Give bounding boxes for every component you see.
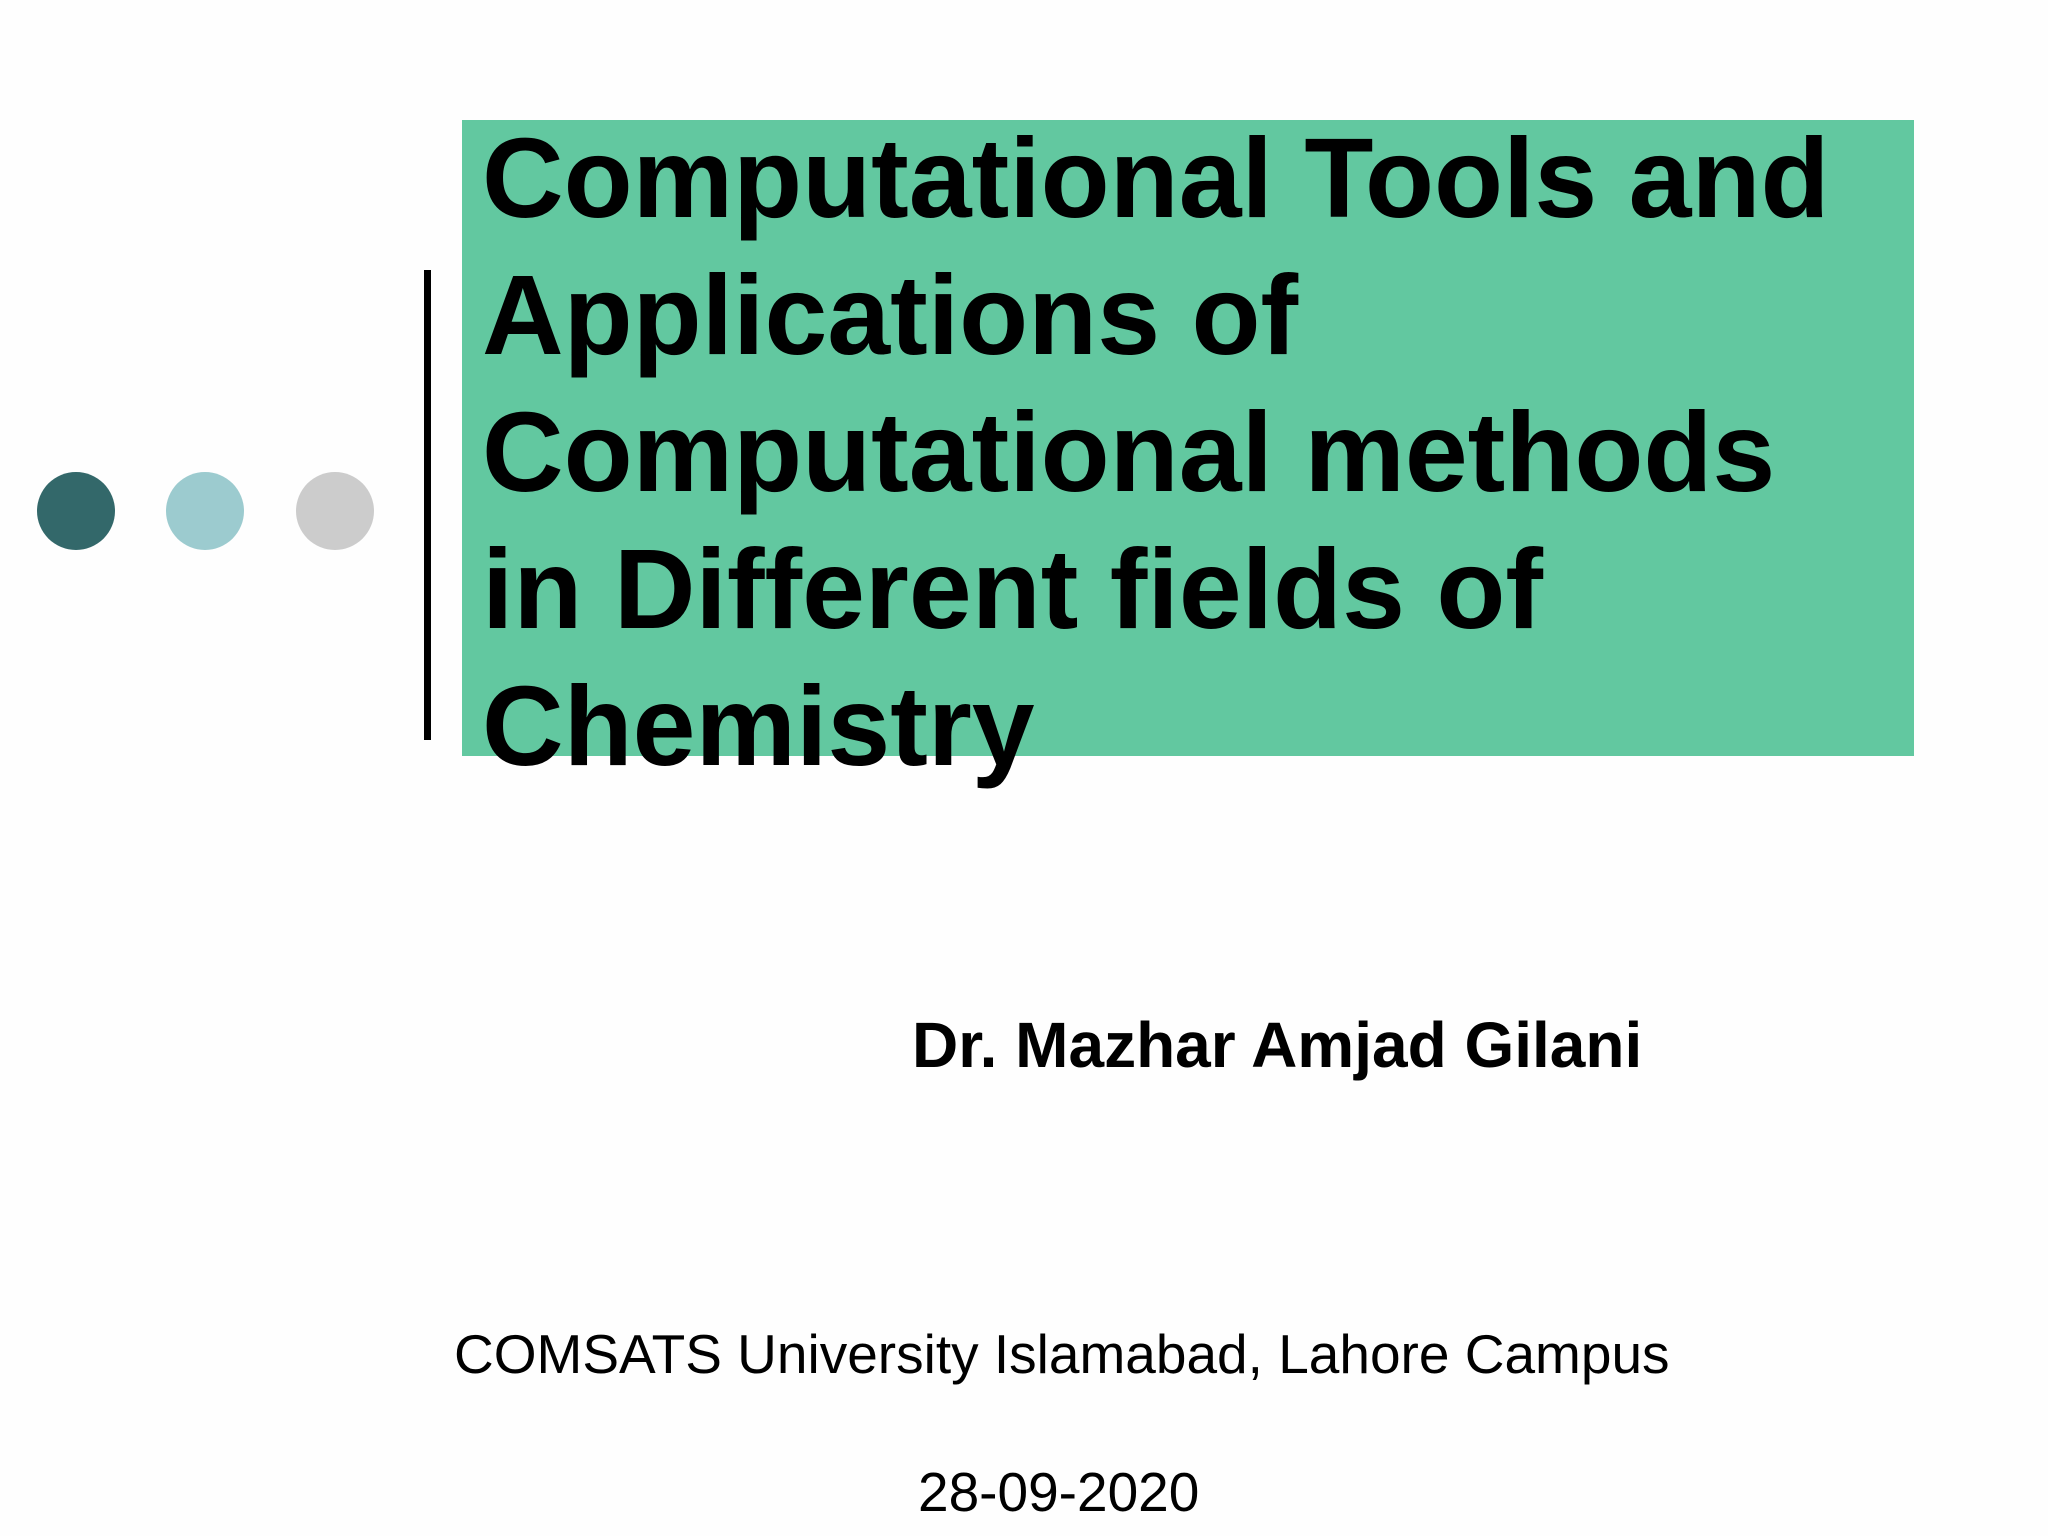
institution-name: COMSATS University Islamabad, Lahore Campus <box>454 1323 1670 1385</box>
presentation-date: 28-09-2020 <box>918 1461 1200 1523</box>
author-name: Dr. Mazhar Amjad Gilani <box>912 1009 1643 1081</box>
decorative-dot-dark-teal <box>37 472 115 550</box>
vertical-divider <box>424 270 431 740</box>
decorative-dot-light-teal <box>166 472 244 550</box>
decorative-dot-gray <box>296 472 374 550</box>
slide-title: Computational Tools and Applications of Computational methods in Different fields of Chemistry <box>482 115 1830 789</box>
